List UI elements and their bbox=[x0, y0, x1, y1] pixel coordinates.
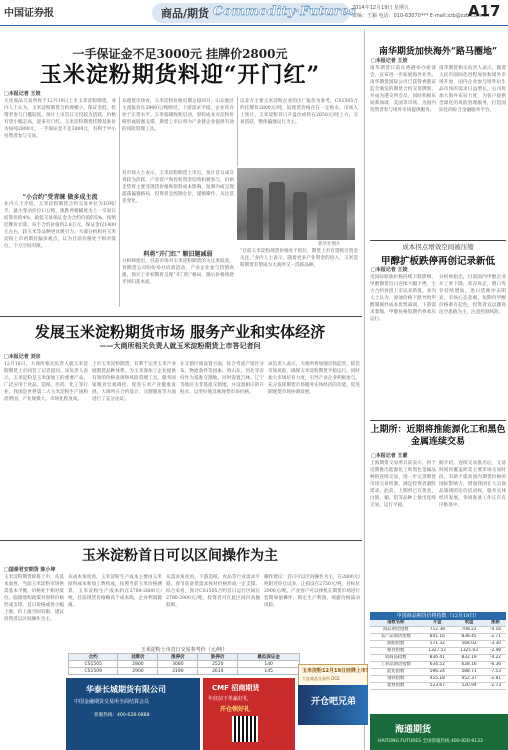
table-cell: 145 bbox=[238, 668, 300, 675]
middle-subheadline: ——大商所相关负责人就玉米淀粉期货上市答记者问 bbox=[99, 341, 261, 350]
table-cell: 568.02 bbox=[453, 641, 485, 648]
table-cell: 2800 bbox=[118, 661, 158, 668]
table-row bbox=[370, 634, 506, 641]
right-story-2-kicker: 成本拐点增效空间被压缩 bbox=[402, 243, 474, 251]
column-divider bbox=[364, 30, 365, 750]
table-cell: 588.71 bbox=[453, 669, 485, 676]
bottom-table-title: 玉米淀粉上市首日交易参考价（元/吨） bbox=[140, 647, 228, 653]
table-cell: 3190 bbox=[158, 668, 198, 675]
middle-body-col1: 12月18日，大商所相关负责人就玉米淀粉期货上市回答了记者提问。该负责人表示，玉米淀粉是玉米深加工的重要产品，广泛应用于食品、造纸、医药、化工等行业，我国是世界第二大玉米淀粉生产国和消费国，产业规模大、市场化程度高。 bbox=[4, 362, 88, 402]
section-rule bbox=[370, 420, 506, 421]
bottom-table bbox=[68, 653, 300, 675]
lead-body-col3b: “目前玉米淀粉现货价格处于低位，期货上市有望吸引资金关注。”业内人士表示，随着更多产业资金的进入，玉米淀粉期货有望成为大商所又一活跃品种。 bbox=[240, 249, 358, 268]
table-header: 指数名称 bbox=[370, 620, 421, 627]
ad-haitong[interactable] bbox=[370, 714, 508, 750]
table-header: 合约 bbox=[69, 654, 118, 661]
table-cell: 832.19 bbox=[453, 655, 485, 662]
ad-huatai-phone: 客服热线：400-628-0888 bbox=[94, 713, 150, 718]
middle-byline: □本报记者 刘宗 bbox=[4, 354, 41, 360]
lead-photo bbox=[237, 168, 355, 240]
table-cell: 523.67 bbox=[421, 683, 453, 690]
column-divider bbox=[119, 97, 120, 307]
table-cell: -6.36 bbox=[485, 662, 506, 669]
lead-kicker: 一手保证金不足3000元 挂牌价2800元 bbox=[72, 47, 288, 61]
right-story-2-body-a: 受国际原油价格持续下跌影响，甲醇期货近日连续大幅下挫，主力合约再创上市以来新低。业内人士认为，原油价格下跌导致甲醇制烯烃成本优势减弱，下游需求萎缩，甲醇价格短期仍将承压运行。 bbox=[370, 275, 436, 322]
paper-logo: 中国证券报 bbox=[4, 8, 54, 19]
table-row bbox=[370, 641, 506, 648]
right-story-3-body-b: 据介绍，连续交易推出后，交易时间将覆盖欧美主要市场交易时段，有助于提高国内期货价格的国际影响力，增强我国在大宗商品领域的定价话语权，服务实体经济发展。各项准备工作正在有序推进中。 bbox=[439, 461, 506, 508]
right-story-1-body-b: 南华期货相关负责人表示，随着人民币国际化进程加快和境外市场开放，国内企业参与境外衍生品市场的需求日益增长，公司将加大海外布局力度，为客户提供全球化的风险管理服务，打造国际化的综合金融服务平台。 bbox=[439, 66, 506, 113]
page-number: A17 bbox=[468, 2, 501, 20]
table-cell: 2900 bbox=[118, 668, 158, 675]
lead-body-col2b: 有市场人士表示，玉米淀粉期货上市后，预计首日成交将较为活跃，产业客户和投机资金均将积极参与，价格走势将主要受现货价格和原料成本影响，短期内或呈现震荡偏强格局，投资者宜控制仓位，谨慎操作，关注基差变化。 bbox=[122, 171, 234, 204]
table-row bbox=[370, 648, 506, 655]
ad-cmf-text: 年底前下单赢好礼 bbox=[208, 696, 249, 702]
table-cell: 2610 bbox=[198, 668, 238, 675]
table-header: 涨跌 bbox=[485, 620, 506, 627]
section-rule bbox=[370, 240, 506, 241]
table-cell: -2.71 bbox=[485, 634, 506, 641]
lead-subhead-1: “小合约”受青睐 做多成主流 bbox=[22, 194, 98, 201]
lead-body-col1: 大连商品交易所将于12月19日上市玉米淀粉期货。业内人士认为，玉米淀粉期货合约规模小、保证金低，投资者参与门槛较低，预计上市首日交投较为活跃，价格有望小幅走高，迎来开门红。玉米淀粉期货挂牌基准价为每吨2800元，一手保证金不足3000元，有利于中小投资者参与交易。 bbox=[4, 99, 116, 139]
index-table bbox=[370, 620, 506, 690]
section-rule bbox=[0, 540, 362, 541]
table-cell: 708.22 bbox=[453, 627, 485, 634]
lead-subhead-2: 料将“开门红” 顺旧题减弱 bbox=[143, 251, 213, 258]
table-cell: -2.48 bbox=[485, 648, 506, 655]
ad-dce-sub: 大连商品交易所 DCE bbox=[302, 676, 340, 681]
table-cell: 1327.51 bbox=[421, 648, 453, 655]
lead-body-col2c: 分析师指出，目前市场对玉米淀粉期货的关注度较高，各期货公司纷纷举办培训活动，产业企业参与热情高涨，预计上市初期将呈现“开门红”格局，随后价格将逐步回归基本面。 bbox=[122, 259, 234, 285]
table-row bbox=[370, 662, 506, 669]
table-cell: 软商品指数 bbox=[370, 655, 421, 662]
column-divider bbox=[237, 97, 238, 167]
table-cell: -3.30 bbox=[485, 641, 506, 648]
table-header: 涨停价 bbox=[158, 654, 198, 661]
table-cell: 596.24 bbox=[421, 669, 453, 676]
ad-dce-title: 玉米淀粉12月19日挂牌上市! bbox=[302, 668, 369, 674]
right-story-3-headline: 上期所：近期将推能源化工和黑色金属连续交易 bbox=[370, 425, 506, 447]
table-cell: 520.94 bbox=[453, 683, 485, 690]
ad-huatai-slogan: 中国金融期货交易所全面结算会员 bbox=[74, 699, 150, 705]
table-cell: -2.73 bbox=[485, 683, 506, 690]
table-cell: 836.41 bbox=[421, 655, 453, 662]
table-cell: -4.16 bbox=[485, 627, 506, 634]
right-story-1-byline: □本报记者 王姣 bbox=[371, 58, 408, 64]
ad-huatai-logo: 华泰长城期货有限公司 bbox=[86, 685, 166, 694]
table-cell: 农产品期货指数 bbox=[370, 634, 421, 641]
table-cell: 838.45 bbox=[453, 634, 485, 641]
table-cell: 140 bbox=[238, 661, 300, 668]
index-table-title: 中国商品期货价格指数（12月18日） bbox=[370, 612, 506, 620]
table-row bbox=[69, 661, 300, 668]
table-cell: 634.52 bbox=[421, 662, 453, 669]
table-cell: CS1509 bbox=[69, 668, 118, 675]
table-row bbox=[69, 668, 300, 675]
table-cell: 2520 bbox=[198, 661, 238, 668]
right-story-2-byline: □本报记者 王姣 bbox=[371, 267, 408, 273]
right-story-3-byline: □本报记者 王蒙 bbox=[371, 453, 408, 459]
table-cell: 712.38 bbox=[421, 627, 453, 634]
right-story-3-body-a: 上海期货交易所日前表示，将于近期推出能源化工和黑色金属品种的连续交易，进一步完善期货市场交易机制，满足投资者避险需求。此前，上期所已在黄金、白银、铜、铝等品种上推出连续交易，运行平稳。 bbox=[370, 461, 436, 508]
ad-cmf-logo: CMF 招商期货 bbox=[212, 684, 260, 692]
bottom-headline: 玉米淀粉首日可以区间操作为主 bbox=[82, 548, 278, 564]
ad-haitong-phone: HAITONG FUTURES 全国客服热线 400-820-9133 bbox=[378, 739, 483, 744]
section-rule bbox=[0, 316, 362, 317]
table-cell: 粮食指数 bbox=[370, 648, 421, 655]
bottom-body-col3: 从需求角度看，下游造纸、食品等行业需求平稳，春节前备货需求将对价格形成一定支撑。综合来看，预计CS1505合约首日运行区间在2780-2900元/吨，投资者可在此区间内高抛低吸。 bbox=[166, 575, 260, 608]
table-row bbox=[370, 683, 506, 690]
bottom-byline: □国泰君安期货 陈小坤 bbox=[4, 567, 56, 573]
table-header: 收盘 bbox=[453, 620, 485, 627]
right-story-2-headline: 甲醇扩板跌停再创记录新低 bbox=[380, 256, 495, 267]
lead-body-col1b: 业内人士介绍，玉米淀粉期货合约交易单位为10吨/手，最小变动价位1元/吨，涨跌停板幅度为上一交易日结算价的4%，最低交易保证金为合约价值的5%。按照挂牌价计算，每手合约价值约2.8万元，保证金仅1400元左右，较玉米等品种更具吸引力。大部分机构对玉米淀粉上市初期持偏多观点，认为目前价格处于相对低位，下方空间有限。 bbox=[4, 202, 116, 249]
table-cell: 3080 bbox=[158, 661, 198, 668]
right-story-1-headline: 南华期货加快海外“路马圈地” bbox=[378, 47, 498, 57]
table-cell: 628.16 bbox=[453, 662, 485, 669]
table-cell: 商品期货指数 bbox=[370, 627, 421, 634]
table-header: 开盘 bbox=[421, 620, 453, 627]
table-row bbox=[370, 676, 506, 683]
table-header: 最低保证金 bbox=[238, 654, 300, 661]
ad-haitong-logo: 海通期货 bbox=[395, 725, 432, 735]
ad-cmf-highlight: 开仓领好礼 bbox=[220, 706, 251, 713]
section-name-en: Commodity·Futures bbox=[213, 3, 357, 18]
table-cell: CS1505 bbox=[69, 661, 118, 668]
photo-caption: 新华社图片 bbox=[318, 242, 341, 247]
bottom-body-col2: 从成本角度看，玉米淀粉生产成本主要由玉米原料成本和加工费构成，按照当前玉米价格测算，玉米淀粉生产成本约在2700-2800元/吨，目前现货价格略高于成本线，企业利润微薄。 bbox=[68, 575, 162, 608]
table-cell: -7.53 bbox=[485, 669, 506, 676]
table-row bbox=[370, 655, 506, 662]
editor-info: 责编：王颖 电话：010-63070*** E-mail:zzb@zzb.com.cn bbox=[352, 13, 489, 19]
table-cell: 油脂指数 bbox=[370, 641, 421, 648]
middle-body-col2: 上市玉米淀粉期货，有利于完善玉米产业链期货品种体系，为玉米深加工企业提供有效的价格发现和风险管理工具，服务国家粮食宏观调控，促进玉米产业健康发展。大商所在合约设计、交割制度等方面进行了充分论证。 bbox=[92, 362, 176, 402]
table-cell: -4.22 bbox=[485, 655, 506, 662]
lead-byline: □本报记者 王姣 bbox=[4, 91, 41, 97]
bottom-body-col4: 操作建议：首日可以区间操作为主，在2800元/吨附近轻仓试多，止损设在2750元/吨，目标位2900元/吨。产业客户可以择机在期货市场进行套期保值操作，锁定生产利润，规避价格波动风险。 bbox=[264, 575, 360, 608]
table-cell: 455.18 bbox=[421, 676, 453, 683]
section-name-cn: 商品/期货 bbox=[161, 7, 210, 20]
table-row bbox=[370, 627, 506, 634]
lead-headline: 玉米淀粉期货料迎“开门红” bbox=[39, 62, 321, 88]
table-cell: 571.32 bbox=[421, 641, 453, 648]
issue-date: 2014年12月19日 星期五 bbox=[352, 5, 410, 11]
table-cell: 452.37 bbox=[453, 676, 485, 683]
middle-headline: 发展玉米淀粉期货市场 服务产业和实体经济 bbox=[34, 323, 326, 341]
lead-body-col3: 以北方主要玉米淀粉企业的出厂报价为参考，CS1505合约挂牌价2800元/吨，较现货价格存在一定贴水。市场人士预计，玉米淀粉首日开盘价或将在2850元/吨上方，交易活跃，整体偏强运行为主。 bbox=[240, 99, 358, 125]
table-header: 挂牌价 bbox=[118, 654, 158, 661]
ad-ticket-text: 开仓吧兄弟 bbox=[311, 697, 357, 707]
table-cell: 1325.03 bbox=[453, 648, 485, 655]
lead-body-col2: 从现货市场看，玉米淀粉价格近期企稳回升，山东地区主流报价在2900元/吨附近，下游需求平稳，企业库存处于正常水平。玉米临储收购启动，原料成本对淀粉价格形成较强支撑，期货上市后将为产业链企业提供有效的风险管理工具。 bbox=[122, 99, 234, 132]
middle-body-col4: 该负责人表示，大商所将加强市场监管，防范市场风险，确保玉米淀粉期货平稳运行。同时加大市场培育力度，引导产业企业积极参与，充分发挥期货市场服务实体经济的功能，促进期现货市场协调发展。 bbox=[268, 362, 360, 395]
qr-code-icon bbox=[232, 716, 258, 742]
table-row bbox=[370, 669, 506, 676]
middle-body-col3: 在交割区域设置方面，综合考虑产销区分布、物流条件等因素，将山东、河北等省份作为基准交割地，同时设置吉林、辽宁等地区为非基准交割地，并设置相应的升贴水，以更好地反映现货市场价格。 bbox=[180, 362, 264, 395]
table-cell: 能化指数 bbox=[370, 669, 421, 676]
table-cell: 工业品期货指数 bbox=[370, 662, 421, 669]
table-cell: 建材指数 bbox=[370, 683, 421, 690]
right-story-1-body-a: 南华期货日前在香港举办座谈会，宣布进一步拓展海外业务。南华期货国际公司已获得香港证监会颁发的期货合约交易牌照，并成为港交所会员，同时积极布局新加坡、美国等市场，为国内投资者参与境外市场提供服务。 bbox=[370, 66, 436, 113]
table-cell: 841.16 bbox=[421, 634, 453, 641]
table-header: 跌停价 bbox=[198, 654, 238, 661]
table-cell: 钢铁指数 bbox=[370, 676, 421, 683]
right-story-2-body-b: 分析师指出，目前国内甲醇企业开工率下降，库存高企，港口库存持续增加，进口货源冲击明显，市场心态悲观。短期内甲醇价格难有起色，投资者宜以逢高沽空思路为主，注意控制风险。 bbox=[439, 275, 506, 315]
bottom-body-col1: 玉米淀粉期货即将上市，从基本面看，当前玉米淀粉市场供需基本平衡，价格处于相对低位。临储收购政策对原料价格形成支撑，首日价格或将小幅上涨，但上涨空间有限，建议投资者以区间操作为主。 bbox=[4, 575, 64, 622]
table-cell: -2.81 bbox=[485, 676, 506, 683]
